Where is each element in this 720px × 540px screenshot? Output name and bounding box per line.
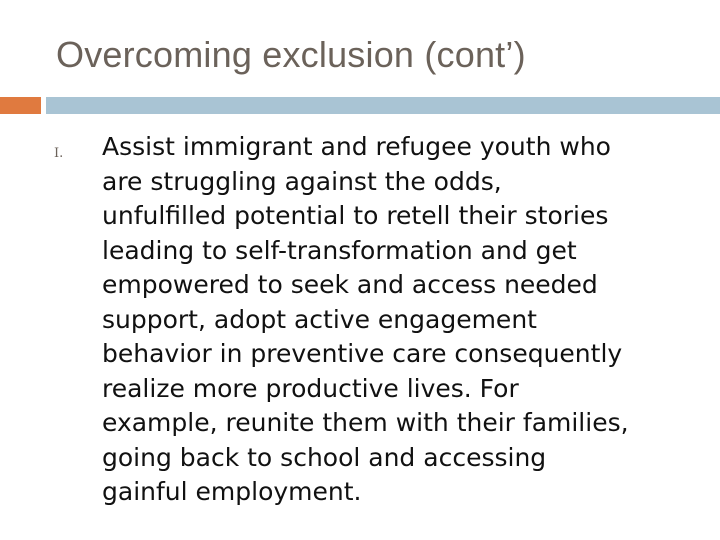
body-line: leading to self-transformation and get	[102, 235, 577, 265]
list-marker: I.	[54, 146, 64, 161]
body-line: realize more productive lives. For	[102, 373, 519, 403]
body-line: empowered to seek and access needed	[102, 270, 598, 299]
body-paragraph	[102, 130, 702, 510]
body-line: gainful employment.	[102, 477, 362, 506]
body-line: behavior in preventive care consequently	[102, 339, 623, 368]
body-line: support, adopt active engagement	[102, 304, 537, 334]
body-line: going back to school and accessing	[102, 442, 547, 472]
accent-bar-orange	[0, 97, 41, 114]
body-line: Assist immigrant and refugee youth who	[102, 132, 611, 161]
body-line: example, reunite them with their families,	[102, 408, 629, 437]
body-line: unfulfilled potential to retell their stories	[102, 201, 609, 230]
slide-title: Overcoming exclusion (cont’)	[56, 34, 526, 75]
body-line: are struggling against the odds,	[102, 166, 502, 196]
accent-bar-blue	[46, 97, 720, 114]
